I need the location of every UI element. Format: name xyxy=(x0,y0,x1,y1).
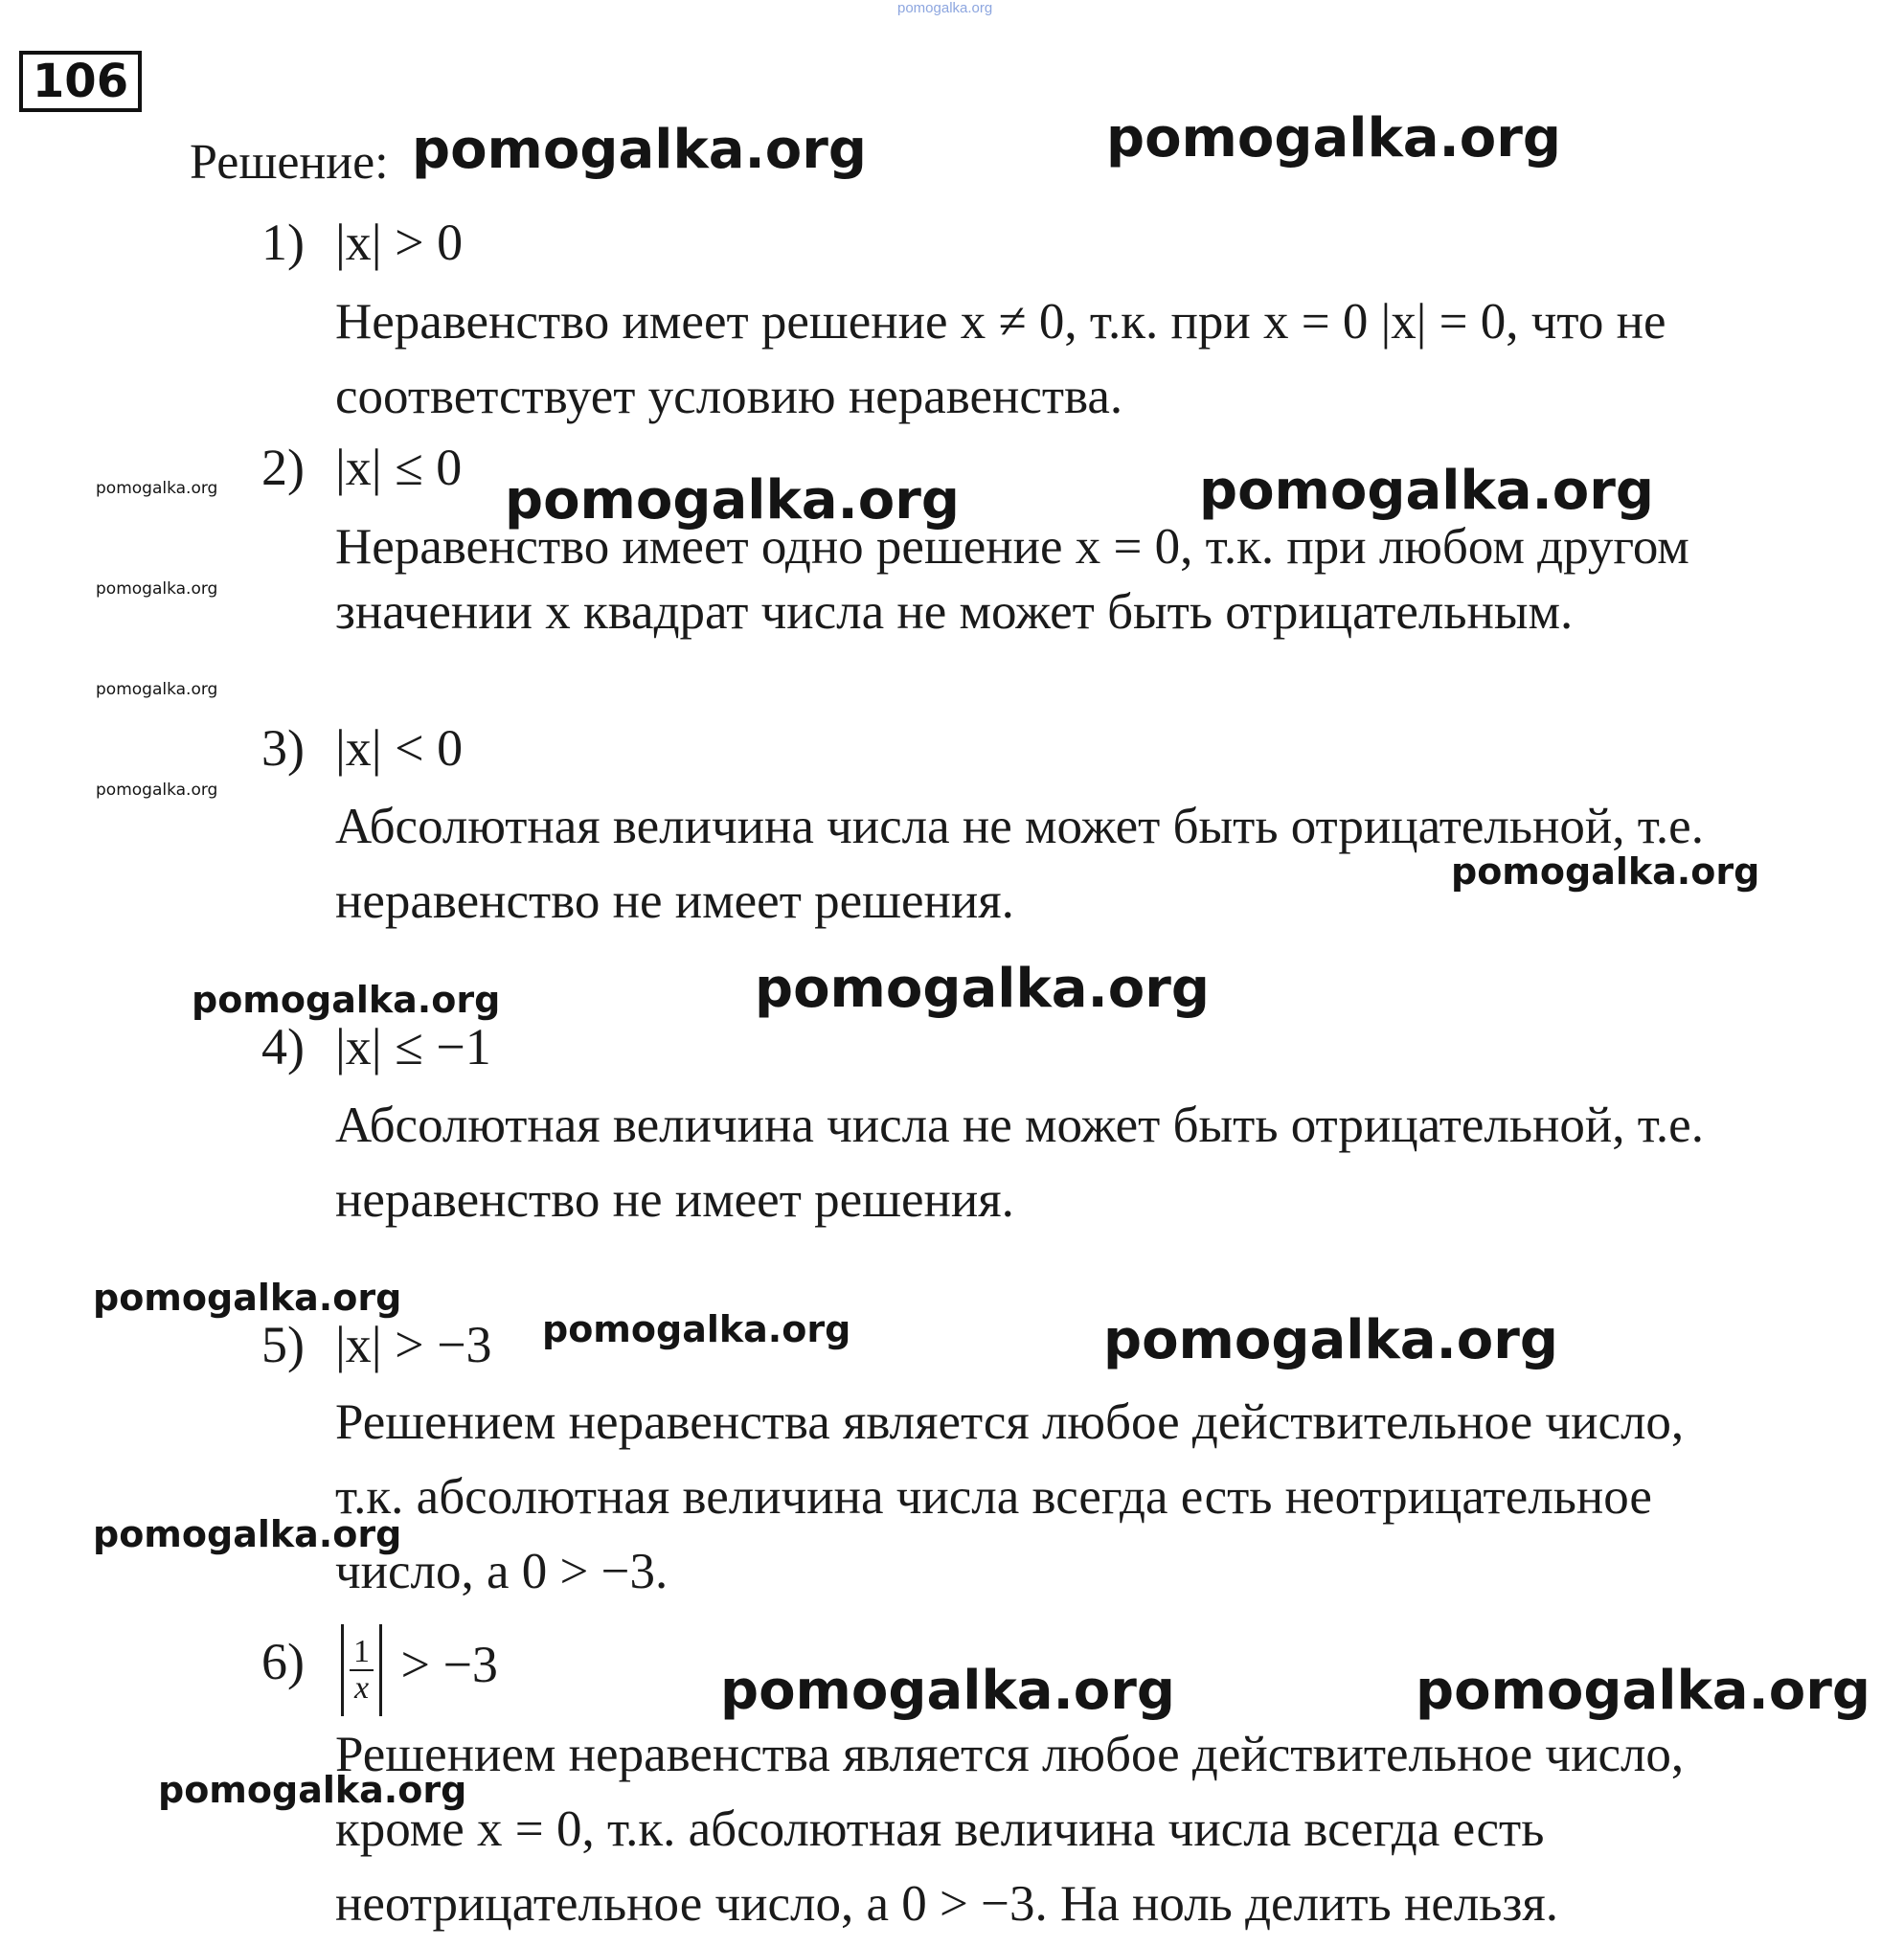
item-4-line-1: Абсолютная величина числа не может быть отрицательной, т.е. xyxy=(335,1098,1704,1153)
item-6-label: 6) xyxy=(261,1633,305,1690)
watermark: pomogalka.org xyxy=(505,469,960,532)
item-2-inequality: |x| ≤ 0 xyxy=(335,439,463,496)
watermark: pomogalka.org xyxy=(93,1277,402,1319)
watermark: pomogalka.org xyxy=(96,680,218,699)
item-3-line-1: Абсолютная величина числа не может быть отрицательной, т.е. xyxy=(335,799,1704,854)
watermark: pomogalka.org xyxy=(96,579,218,599)
abs-bar-left xyxy=(341,1624,344,1716)
watermark: pomogalka.org xyxy=(1199,460,1654,522)
watermark: pomogalka.org xyxy=(755,958,1210,1020)
item-3-label: 3) xyxy=(261,719,305,777)
watermark: pomogalka.org xyxy=(158,1769,467,1811)
fraction-denominator: x xyxy=(353,1669,370,1706)
item-1-line-2: соответствует условию неравенства. xyxy=(335,369,1123,424)
item-5-line-1: Решением неравенства является любое действительное число, xyxy=(335,1394,1685,1450)
item-6-line-2: кроме x = 0, т.к. абсолютная величина числа всегда есть xyxy=(335,1801,1545,1857)
watermark: pomogalka.org xyxy=(412,119,867,181)
item-4-inequality: |x| ≤ −1 xyxy=(335,1018,491,1075)
item-3-line-2: неравенство не имеет решения. xyxy=(335,873,1014,929)
watermark: pomogalka.org xyxy=(93,1513,402,1555)
watermark: pomogalka.org xyxy=(96,781,218,800)
site-header-watermark: pomogalka.org xyxy=(897,0,993,16)
fraction xyxy=(350,1635,374,1706)
solution-heading: Решение: xyxy=(190,135,389,190)
item-5-inequality: |x| > −3 xyxy=(335,1316,492,1373)
item-6-line-1: Решением неравенства является любое действительное число, xyxy=(335,1727,1685,1782)
item-1-line-1: Неравенство имеет решение x ≠ 0, т.к. при x = 0 |x| = 0, что не xyxy=(335,294,1666,350)
item-5-line-3: число, а 0 > −3. xyxy=(335,1544,669,1599)
abs-bar-right xyxy=(379,1624,382,1716)
item-6-line-3: неотрицательное число, а 0 > −3. На ноль делить нельзя. xyxy=(335,1876,1559,1932)
item-2-label: 2) xyxy=(261,439,305,496)
watermark: pomogalka.org xyxy=(1103,1309,1558,1371)
fraction-numerator: 1 xyxy=(350,1635,374,1671)
item-5-label: 5) xyxy=(261,1316,305,1373)
item-2-line-1: Неравенство имеет одно решение x = 0, т.к. при любом другом xyxy=(335,519,1689,575)
item-3-inequality: |x| < 0 xyxy=(335,719,464,777)
item-2-line-2: значении x квадрат числа не может быть отрицательным. xyxy=(335,584,1574,640)
watermark: pomogalka.org xyxy=(1106,107,1561,170)
watermark: pomogalka.org xyxy=(1416,1660,1870,1722)
item-1-label: 1) xyxy=(261,214,305,271)
item-1-inequality: |x| > 0 xyxy=(335,214,464,271)
item-4-label: 4) xyxy=(261,1018,305,1075)
watermark: pomogalka.org xyxy=(1451,850,1760,893)
watermark: pomogalka.org xyxy=(96,479,218,498)
item-4-line-2: неравенство не имеет решения. xyxy=(335,1172,1014,1228)
item-5-line-2: т.к. абсолютная величина числа всегда есть неотрицательное xyxy=(335,1469,1652,1525)
watermark: pomogalka.org xyxy=(192,979,501,1021)
item-6-inequality xyxy=(335,1619,498,1716)
problem-number-box: 106 xyxy=(19,51,142,112)
watermark: pomogalka.org xyxy=(720,1660,1175,1722)
watermark: pomogalka.org xyxy=(542,1308,851,1350)
item-6-inequality-rest: > −3 xyxy=(400,1636,498,1693)
